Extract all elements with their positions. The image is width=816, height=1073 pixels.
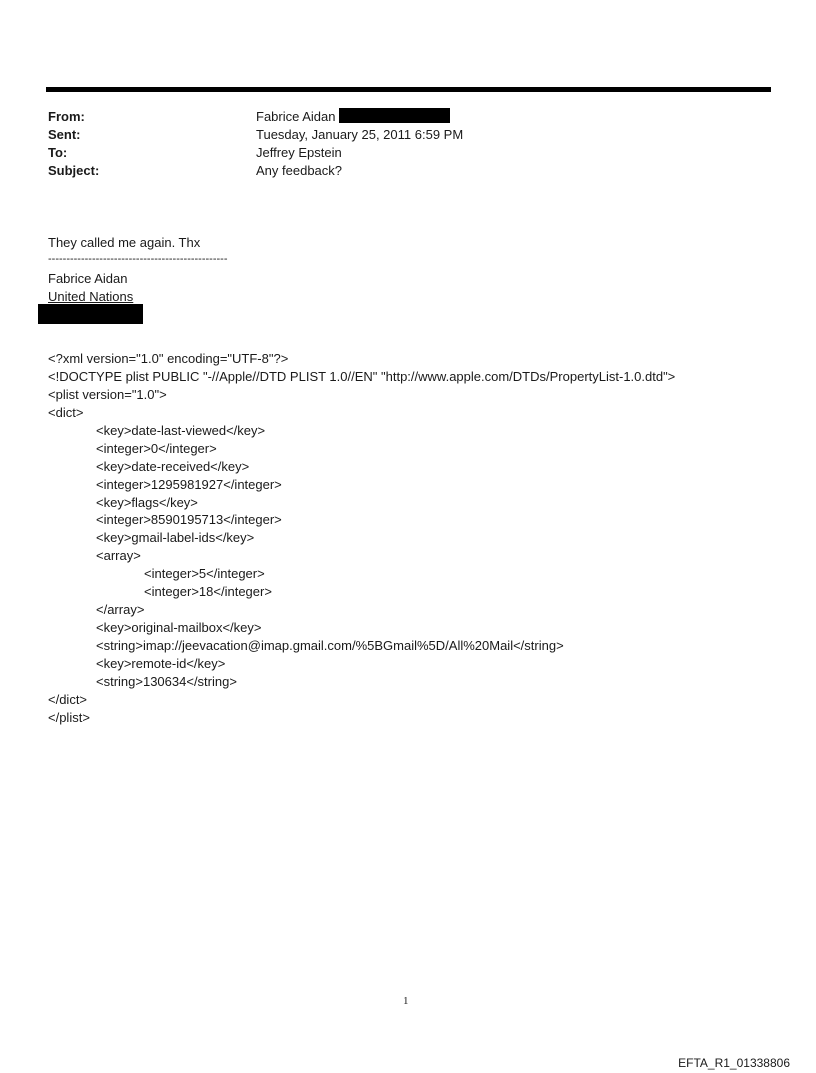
xml-line: <plist version="1.0">: [48, 386, 167, 402]
xml-line: <!DOCTYPE plist PUBLIC "-//Apple//DTD PLIST 1.0//EN" "http://www.apple.com/DTDs/PropertyList-1.0.dtd">: [48, 368, 676, 384]
xml-line: <key>date-last-viewed</key>: [96, 422, 266, 438]
xml-line: <integer>8590195713</integer>: [96, 512, 282, 528]
plist-xml-block: [48, 350, 675, 727]
document-id: EFTA_R1_01338806: [678, 1056, 790, 1070]
xml-line: <integer>1295981927</integer>: [96, 476, 282, 492]
xml-line: <string>imap://jeevacation@imap.gmail.com/%5BGmail%5D/All%20Mail</string>: [96, 638, 564, 653]
xml-line: <integer>0</integer>: [96, 440, 217, 456]
xml-line: <key>remote-id</key>: [96, 655, 226, 671]
xml-line: <integer>18</integer>: [144, 584, 272, 600]
xml-line: <array>: [96, 548, 141, 564]
from-value: Fabrice Aidan: [256, 109, 336, 124]
from-label: From:: [48, 109, 85, 124]
subject-value: Any feedback?: [256, 163, 343, 178]
signature-organization: United Nations: [48, 289, 134, 304]
xml-line: <key>original-mailbox</key>: [96, 620, 262, 636]
page-number: 1: [403, 995, 409, 1007]
header-rule: [46, 87, 771, 92]
xml-line: </plist>: [48, 709, 90, 725]
xml-line: </dict>: [48, 691, 88, 707]
redaction-signature: [38, 304, 143, 324]
xml-line: <key>flags</key>: [96, 494, 198, 510]
xml-line: <?xml version="1.0" encoding="UTF-8"?>: [48, 351, 289, 366]
redaction-from-email: [339, 108, 450, 123]
subject-label: Subject:: [48, 163, 100, 178]
signature-separator: -------------------------------------------------: [48, 253, 228, 265]
message-text: They called me again. Thx: [48, 235, 201, 250]
xml-line: <dict>: [48, 404, 84, 420]
xml-line: <integer>5</integer>: [144, 566, 265, 582]
xml-line: <string>130634</string>: [96, 673, 237, 689]
xml-line: </array>: [96, 602, 145, 618]
to-value: Jeffrey Epstein: [256, 145, 342, 160]
signature-name: Fabrice Aidan: [48, 271, 128, 286]
xml-line: <key>gmail-label-ids</key>: [96, 530, 255, 546]
xml-line: <key>date-received</key>: [96, 458, 250, 474]
to-label: To:: [48, 145, 68, 160]
sent-label: Sent:: [48, 127, 81, 142]
sent-value: Tuesday, January 25, 2011 6:59 PM: [256, 127, 464, 142]
